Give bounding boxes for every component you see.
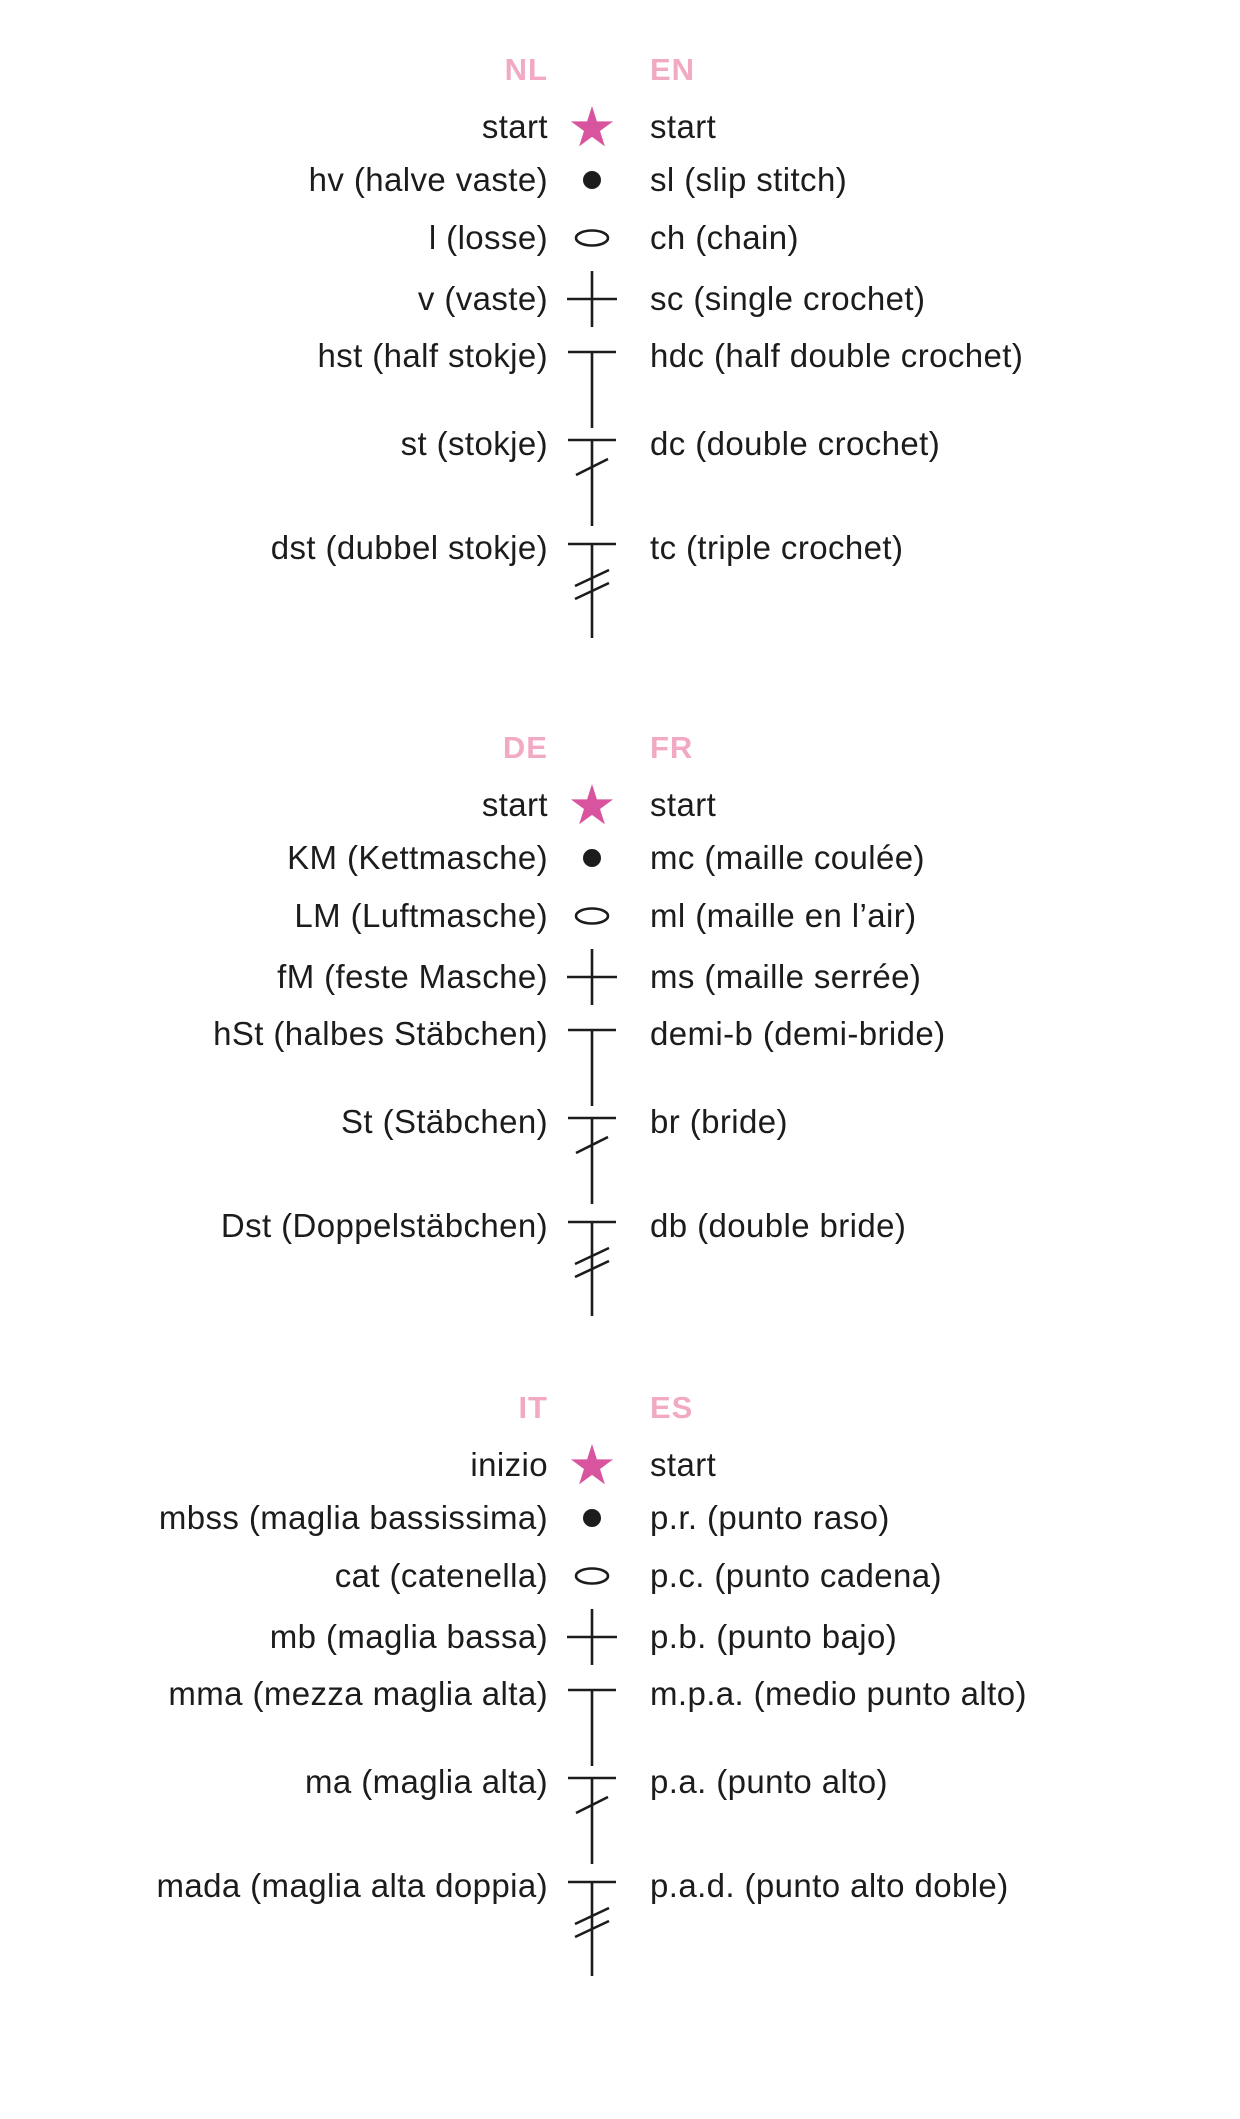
- triple-crochet-icon: [548, 1860, 636, 1976]
- slip-stitch-icon: [548, 152, 636, 208]
- legend-row: [0, 1668, 1240, 1756]
- legend-row: [0, 1860, 1240, 1972]
- left-term: start: [481, 786, 548, 824]
- right-term: br (bride): [650, 1103, 788, 1140]
- left-term: l (losse): [428, 219, 548, 257]
- chain-icon: [548, 1546, 636, 1606]
- half-double-crochet-icon: [548, 1008, 636, 1106]
- right-term: ms (maille serrée): [650, 958, 922, 996]
- legend-row: [0, 1008, 1240, 1096]
- right-term: db (double bride): [650, 1207, 907, 1244]
- left-term: start: [481, 108, 548, 146]
- right-term: ch (chain): [650, 219, 799, 257]
- single-crochet-icon: [548, 946, 636, 1008]
- left-term: mbss (maglia bassissima): [158, 1499, 548, 1537]
- right-term: dc (double crochet): [650, 425, 941, 462]
- left-term: St (Stäbchen): [341, 1103, 548, 1140]
- left-term: KM (Kettmasche): [287, 839, 548, 877]
- right-term: start: [650, 1446, 717, 1484]
- chain-icon: [548, 886, 636, 946]
- left-term: LM (Luftmasche): [294, 897, 548, 935]
- right-term: p.r. (punto raso): [650, 1499, 890, 1537]
- right-term: ml (maille en l’air): [650, 897, 917, 935]
- left-term: inizio: [470, 1446, 548, 1484]
- left-term: v (vaste): [417, 280, 548, 318]
- legend-row: [0, 780, 1240, 830]
- single-crochet-icon: [548, 268, 636, 330]
- left-term: st (stokje): [400, 425, 548, 462]
- legend-row: [0, 1200, 1240, 1312]
- legend-row: [0, 1490, 1240, 1546]
- left-term: fM (feste Masche): [277, 958, 548, 996]
- section-nl-en: [0, 52, 1240, 634]
- left-term: mma (mezza maglia alta): [168, 1675, 548, 1712]
- legend-row: [0, 830, 1240, 886]
- double-crochet-icon: [548, 1756, 636, 1864]
- header-spacer: [548, 1390, 636, 1440]
- left-term: hSt (halbes Stäbchen): [213, 1015, 548, 1052]
- legend-row: [0, 946, 1240, 1008]
- right-term: start: [650, 108, 717, 146]
- header-spacer: [548, 52, 636, 102]
- legend-row: [0, 522, 1240, 634]
- legend-row: [0, 268, 1240, 330]
- legend-row: [0, 208, 1240, 268]
- start-star-icon: [548, 102, 636, 152]
- right-language-header: EN: [650, 52, 696, 87]
- double-crochet-icon: [548, 1096, 636, 1204]
- left-term: mb (maglia bassa): [269, 1618, 548, 1656]
- single-crochet-icon: [548, 1606, 636, 1668]
- legend-row: [0, 330, 1240, 418]
- left-term: ma (maglia alta): [305, 1763, 548, 1800]
- right-term: sl (slip stitch): [650, 161, 848, 199]
- left-term: Dst (Doppelstäbchen): [220, 1207, 548, 1244]
- right-term: start: [650, 786, 717, 824]
- double-crochet-icon: [548, 418, 636, 526]
- slip-stitch-icon: [548, 830, 636, 886]
- header-row: [0, 1390, 1240, 1440]
- right-term: p.a.d. (punto alto doble): [650, 1867, 1009, 1904]
- chain-icon: [548, 208, 636, 268]
- legend-row: [0, 886, 1240, 946]
- legend-row: [0, 1096, 1240, 1200]
- right-language-header: ES: [650, 1390, 694, 1425]
- left-term: hst (half stokje): [317, 337, 548, 374]
- triple-crochet-icon: [548, 1200, 636, 1316]
- left-term: hv (halve vaste): [308, 161, 548, 199]
- right-term: mc (maille coulée): [650, 839, 925, 877]
- right-language-header: FR: [650, 730, 694, 765]
- legend-row: [0, 1606, 1240, 1668]
- right-term: p.a. (punto alto): [650, 1763, 888, 1800]
- left-term: dst (dubbel stokje): [270, 529, 548, 566]
- right-term: p.c. (punto cadena): [650, 1557, 942, 1595]
- half-double-crochet-icon: [548, 1668, 636, 1766]
- legend-row: [0, 102, 1240, 152]
- section-de-fr: [0, 730, 1240, 1312]
- triple-crochet-icon: [548, 522, 636, 638]
- header-row: [0, 52, 1240, 102]
- right-term: m.p.a. (medio punto alto): [650, 1675, 1027, 1712]
- crochet-symbol-legend: [0, 52, 1240, 1972]
- right-term: p.b. (punto bajo): [650, 1618, 898, 1656]
- left-language-header: IT: [518, 1390, 548, 1425]
- legend-row: [0, 1546, 1240, 1606]
- left-language-header: NL: [504, 52, 548, 87]
- start-star-icon: [548, 780, 636, 830]
- left-term: mada (maglia alta doppia): [156, 1867, 548, 1904]
- right-term: tc (triple crochet): [650, 529, 904, 566]
- legend-row: [0, 1756, 1240, 1860]
- right-term: demi-b (demi-bride): [650, 1015, 946, 1052]
- left-term: cat (catenella): [334, 1557, 548, 1595]
- left-language-header: DE: [502, 730, 548, 765]
- right-term: hdc (half double crochet): [650, 337, 1024, 374]
- slip-stitch-icon: [548, 1490, 636, 1546]
- legend-row: [0, 418, 1240, 522]
- right-term: sc (single crochet): [650, 280, 926, 318]
- legend-row: [0, 152, 1240, 208]
- start-star-icon: [548, 1440, 636, 1490]
- header-row: [0, 730, 1240, 780]
- section-it-es: [0, 1390, 1240, 1972]
- header-spacer: [548, 730, 636, 780]
- half-double-crochet-icon: [548, 330, 636, 428]
- legend-row: [0, 1440, 1240, 1490]
